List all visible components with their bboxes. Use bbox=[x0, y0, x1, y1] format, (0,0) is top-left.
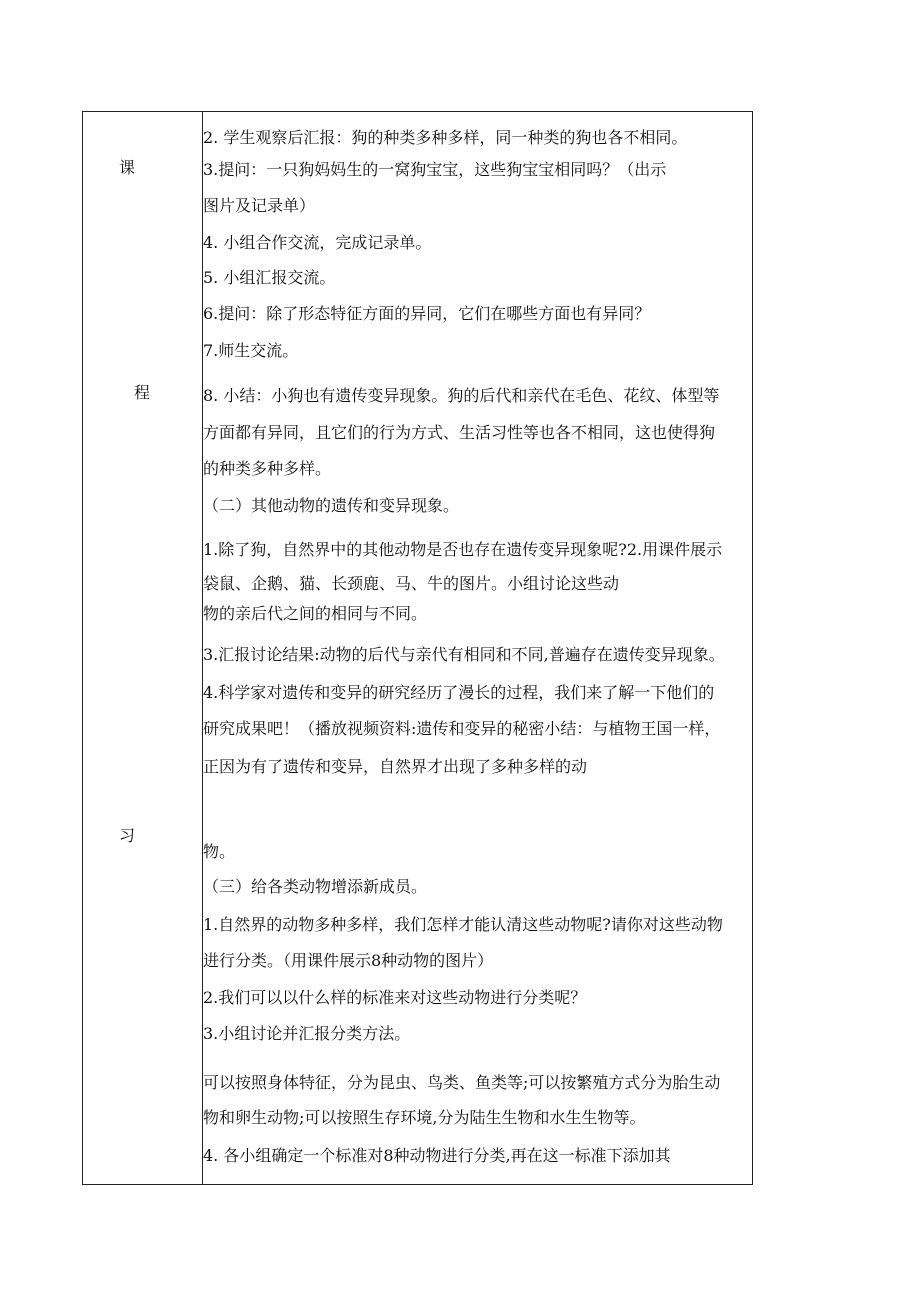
content-line: 5. 小组汇报交流。 bbox=[203, 268, 336, 287]
content-line: 3.提问：一只狗妈妈生的一窝狗宝宝，这些狗宝宝相同吗？（出示 bbox=[203, 160, 667, 179]
content-line: 6.提问：除了形态特征方面的异同，它们在哪些方面也有异同？ bbox=[203, 304, 651, 323]
content-line: 8. 小结：小狗也有遗传变异现象。狗的后代和亲代在毛色、花纹、体型等 bbox=[203, 386, 720, 405]
content-line: 1.除了狗，自然界中的其他动物是否也存在遗传变异现象呢?2.用课件展示 bbox=[203, 540, 723, 559]
content-line: 7.师生交流。 bbox=[203, 341, 299, 360]
content-line: 研究成果吧！（播放视频资料:遗传和变异的秘密小结：与植物王国一样， bbox=[203, 719, 721, 738]
content-line: 4.科学家对遗传和变异的研究经历了漫长的过程，我们来了解一下他们的 bbox=[203, 683, 715, 702]
content-line: 物。 bbox=[203, 842, 236, 861]
content-line: 物和卵生动物;可以按照生存环境,分为陆生生物和水生生物等。 bbox=[203, 1108, 646, 1127]
side-label-ke: 课 bbox=[119, 158, 136, 177]
content-line: 正因为有了遗传和变异，自然界才出现了多种多样的动 bbox=[203, 757, 588, 776]
content-line: 2.我们可以以什么样的标准来对这些动物进行分类呢？ bbox=[203, 988, 587, 1007]
content-line: 进行分类。（用课件展示8种动物的图片） bbox=[203, 951, 494, 970]
content-line: 的种类多种多样。 bbox=[203, 459, 332, 478]
content-line: 2. 学生观察后汇报：狗的种类多种多样，同一种类的狗也各不相同。 bbox=[203, 128, 688, 147]
side-label-cheng: 程 bbox=[134, 383, 151, 402]
content-line: 4. 各小组确定一个标准对8种动物进行分类,再在这一标准下添加其 bbox=[203, 1146, 671, 1165]
content-line: 3.汇报讨论结果:动物的后代与亲代有相同和不同,普遍存在遗传变异现象。 bbox=[203, 645, 725, 664]
content-line: 方面都有异同，且它们的行为方式、生活习性等也各不相同，这也使得狗 bbox=[203, 423, 716, 442]
content-line: 3.小组讨论并汇报分类方法。 bbox=[203, 1024, 411, 1043]
content-line: （三）给各类动物增添新成员。 bbox=[203, 877, 428, 896]
content-line: 4. 小组合作交流，完成记录单。 bbox=[203, 233, 432, 252]
content-line: 图片及记录单） bbox=[203, 196, 316, 215]
side-label-xi: 习 bbox=[119, 826, 136, 845]
content-line: 1.自然界的动物多种多样，我们怎样才能认清这些动物呢?请你对这些动物 bbox=[203, 915, 723, 934]
content-line: （二）其他动物的遗传和变异现象。 bbox=[203, 496, 460, 515]
content-line: 可以按照身体特征，分为昆虫、鸟类、鱼类等;可以按繁殖方式分为胎生动 bbox=[203, 1073, 721, 1092]
content-line: 袋鼠、企鹅、猫、长颈鹿、马、牛的图片。小组讨论这些动 bbox=[203, 574, 620, 593]
content-line: 物的亲后代之间的相同与不同。 bbox=[203, 604, 428, 623]
